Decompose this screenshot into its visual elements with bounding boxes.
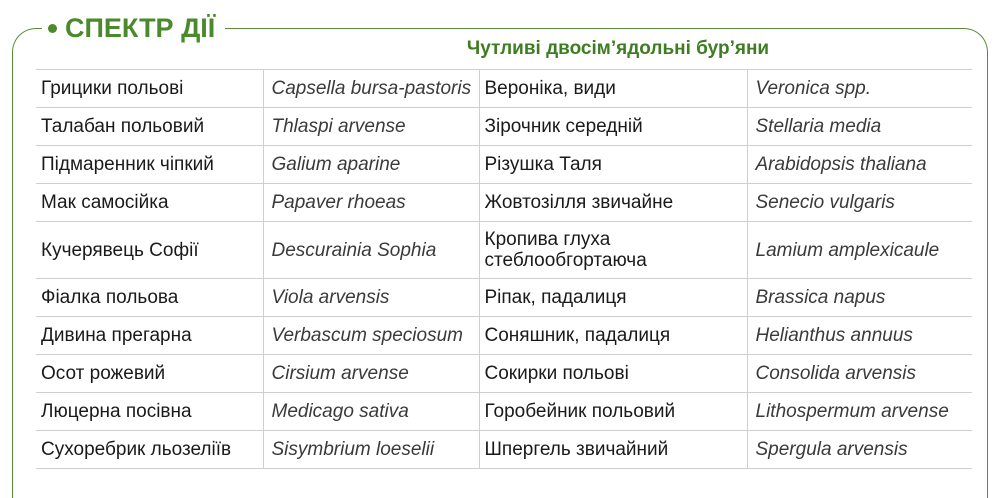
common-name-right: Жовтозілля звичайне (479, 184, 747, 222)
table-row (36, 393, 972, 431)
latin-name-right: Spergula arvensis (747, 431, 972, 469)
common-name-right: Різушка Таля (479, 146, 747, 184)
common-name-right: Сокирки польові (479, 355, 747, 393)
latin-name-right: Brassica napus (747, 279, 972, 317)
latin-name-left: Papaver rhoeas (263, 184, 479, 222)
common-name-right: Кропива глуха стеблообгортаюча (479, 222, 747, 279)
common-name-left: Підмаренник чіпкий (36, 146, 263, 184)
common-name-left: Мак самосійка (36, 184, 263, 222)
bullet-icon (48, 24, 57, 33)
latin-name-left: Viola arvensis (263, 279, 479, 317)
latin-name-right: Veronica spp. (747, 70, 972, 108)
table-row (36, 70, 972, 108)
table-row (36, 355, 972, 393)
common-name-right: Горобейник польовий (479, 393, 747, 431)
common-name-left: Талабан польовий (36, 108, 263, 146)
common-name-left: Осот рожевий (36, 355, 263, 393)
table-row (36, 108, 972, 146)
table-row (36, 317, 972, 355)
section-heading (42, 10, 225, 46)
section-subtitle: Чутливі двосім’ядольні бур’яни (466, 38, 770, 59)
common-name-left: Люцерна посівна (36, 393, 263, 431)
latin-name-left: Galium aparine (263, 146, 479, 184)
weed-table-body (36, 70, 972, 469)
table-row (36, 279, 972, 317)
common-name-left: Дивина прегарна (36, 317, 263, 355)
latin-name-left: Descurainia Sophia (263, 222, 479, 279)
common-name-right: Шпергель звичайний (479, 431, 747, 469)
common-name-left: Кучерявець Софії (36, 222, 263, 279)
latin-name-left: Thlaspi arvense (263, 108, 479, 146)
table-row (36, 431, 972, 469)
latin-name-right: Helianthus annuus (747, 317, 972, 355)
latin-name-left: Capsella bursa-pastoris (263, 70, 479, 108)
latin-name-left: Verbascum speciosum (263, 317, 479, 355)
section-title: СПЕКТР ДІЇ (65, 12, 216, 43)
common-name-left: Грицики польові (36, 70, 263, 108)
latin-name-right: Senecio vulgaris (747, 184, 972, 222)
common-name-left: Фіалка польова (36, 279, 263, 317)
latin-name-right: Consolida arvensis (747, 355, 972, 393)
weed-table (36, 69, 972, 469)
table-row (36, 146, 972, 184)
common-name-left: Сухоребрик льозеліїв (36, 431, 263, 469)
latin-name-right: Arabidopsis thaliana (747, 146, 972, 184)
latin-name-right: Stellaria media (747, 108, 972, 146)
table-row (36, 222, 972, 279)
common-name-right: Соняшник, падалиця (479, 317, 747, 355)
latin-name-left: Medicago sativa (263, 393, 479, 431)
common-name-right: Зірочник середній (479, 108, 747, 146)
common-name-right: Ріпак, падалиця (479, 279, 747, 317)
common-name-right: Вероніка, види (479, 70, 747, 108)
latin-name-right: Lamium amplexicaule (747, 222, 972, 279)
latin-name-right: Lithospermum arvense (747, 393, 972, 431)
table-row (36, 184, 972, 222)
latin-name-left: Sisymbrium loeselii (263, 431, 479, 469)
latin-name-left: Cirsium arvense (263, 355, 479, 393)
